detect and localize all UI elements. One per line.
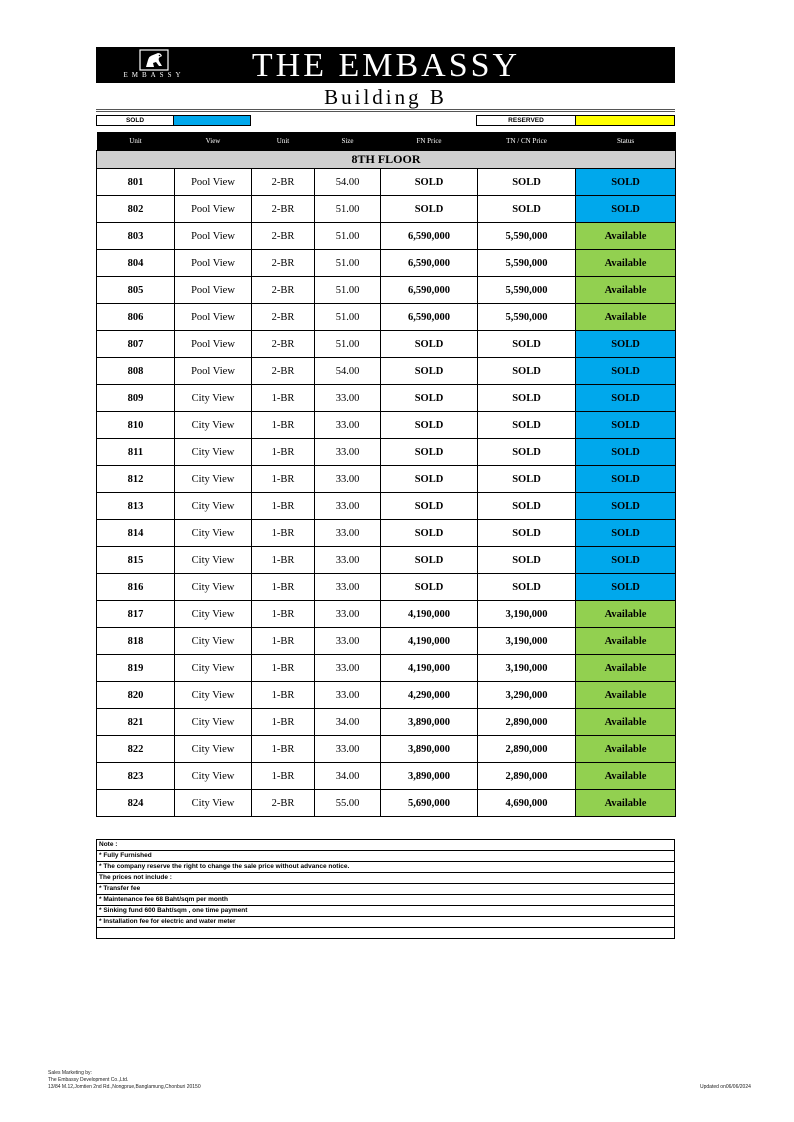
table-row [97,493,676,520]
note-row [97,851,675,862]
size-cell: 33.00 [315,574,381,601]
table-row [97,412,676,439]
unit-type-cell: 1-BR [252,520,315,547]
main-title: THE EMBASSY [251,47,521,84]
tn-cn-price-cell: SOLD [478,547,576,574]
building-subtitle: Building B [324,85,447,109]
view-cell: City View [175,385,252,412]
size-cell: 33.00 [315,655,381,682]
table-row [97,601,676,628]
unit-type-cell: 2-BR [252,223,315,250]
fn-price-cell: 4,190,000 [381,628,478,655]
note-text [97,928,675,939]
view-cell: City View [175,736,252,763]
view-cell: Pool View [175,169,252,196]
view-cell: Pool View [175,250,252,277]
note-row [97,884,675,895]
table-row [97,358,676,385]
view-cell: City View [175,439,252,466]
floor-label: 8TH FLOOR [97,151,676,169]
notes-table [96,839,675,939]
floor-header-row [97,151,676,169]
status-cell: Available [576,628,676,655]
unit-cell: 822 [97,736,175,763]
note-text: * Installation fee for electric and water meter [97,917,675,928]
status-cell: SOLD [576,169,676,196]
size-cell: 54.00 [315,169,381,196]
note-text: * Fully Furnished [97,851,675,862]
unit-type-cell: 2-BR [252,790,315,817]
table-header-row [97,132,676,151]
size-cell: 51.00 [315,277,381,304]
table-row [97,385,676,412]
horse-emblem-icon [118,49,190,71]
price-table [96,132,676,817]
col-header-fn-price: FN Price [381,132,478,151]
tn-cn-price-cell: SOLD [478,493,576,520]
note-row [97,873,675,884]
footer-line: The Embassy Development Co.,Ltd. [48,1077,129,1083]
status-cell: Available [576,655,676,682]
unit-cell: 809 [97,385,175,412]
table-row [97,682,676,709]
unit-cell: 823 [97,763,175,790]
status-cell: Available [576,709,676,736]
divider [96,109,675,110]
fn-price-cell: 3,890,000 [381,763,478,790]
size-cell: 51.00 [315,196,381,223]
note-row [97,895,675,906]
tn-cn-price-cell: SOLD [478,385,576,412]
note-text: Note : [97,840,675,851]
table-row [97,655,676,682]
unit-cell: 803 [97,223,175,250]
tn-cn-price-cell: SOLD [478,574,576,601]
col-header-size: Size [315,132,381,151]
tn-cn-price-cell: SOLD [478,358,576,385]
note-text: * Transfer fee [97,884,675,895]
tn-cn-price-cell: 4,690,000 [478,790,576,817]
size-cell: 55.00 [315,790,381,817]
note-row [97,917,675,928]
status-cell: Available [576,277,676,304]
fn-price-cell: SOLD [381,520,478,547]
unit-type-cell: 1-BR [252,466,315,493]
tn-cn-price-cell: SOLD [478,169,576,196]
status-cell: Available [576,763,676,790]
table-row [97,520,676,547]
unit-cell: 804 [97,250,175,277]
table-row [97,547,676,574]
table-row [97,439,676,466]
view-cell: Pool View [175,277,252,304]
header-bar [96,47,675,83]
footer-line: 13/84 M.12,Jomtien 2nd Rd.,Nongprue,Banglamung,Chonburi 20150 [48,1084,201,1090]
view-cell: City View [175,520,252,547]
fn-price-cell: SOLD [381,169,478,196]
unit-type-cell: 2-BR [252,196,315,223]
unit-cell: 805 [97,277,175,304]
unit-cell: 806 [97,304,175,331]
status-cell: SOLD [576,520,676,547]
tn-cn-price-cell: 2,890,000 [478,763,576,790]
fn-price-cell: SOLD [381,466,478,493]
unit-cell: 812 [97,466,175,493]
unit-type-cell: 1-BR [252,763,315,790]
status-cell: SOLD [576,358,676,385]
status-cell: SOLD [576,439,676,466]
unit-cell: 811 [97,439,175,466]
table-row [97,763,676,790]
size-cell: 33.00 [315,601,381,628]
status-cell: Available [576,736,676,763]
note-text: * Maintenance fee 68 Baht/sqm per month [97,895,675,906]
fn-price-cell: 4,190,000 [381,655,478,682]
size-cell: 54.00 [315,358,381,385]
tn-cn-price-cell: 3,290,000 [478,682,576,709]
footer-line: Sales Marketing by: [48,1070,92,1076]
legend-reserved-label: RESERVED [476,115,576,126]
fn-price-cell: SOLD [381,196,478,223]
fn-price-cell: SOLD [381,412,478,439]
note-row [97,862,675,873]
size-cell: 33.00 [315,682,381,709]
status-cell: Available [576,790,676,817]
tn-cn-price-cell: 5,590,000 [478,304,576,331]
table-row [97,196,676,223]
tn-cn-price-cell: SOLD [478,466,576,493]
status-cell: SOLD [576,547,676,574]
table-row [97,790,676,817]
view-cell: City View [175,709,252,736]
tn-cn-price-cell: 2,890,000 [478,709,576,736]
size-cell: 51.00 [315,223,381,250]
unit-type-cell: 1-BR [252,628,315,655]
fn-price-cell: 3,890,000 [381,736,478,763]
unit-type-cell: 1-BR [252,655,315,682]
table-row [97,628,676,655]
unit-type-cell: 1-BR [252,601,315,628]
view-cell: City View [175,547,252,574]
logo-text: EMBASSY [123,71,185,79]
view-cell: City View [175,601,252,628]
embassy-logo [118,49,190,81]
status-cell: SOLD [576,385,676,412]
view-cell: City View [175,655,252,682]
unit-cell: 802 [97,196,175,223]
size-cell: 34.00 [315,763,381,790]
unit-cell: 814 [97,520,175,547]
fn-price-cell: SOLD [381,385,478,412]
fn-price-cell: SOLD [381,574,478,601]
view-cell: City View [175,682,252,709]
table-row [97,304,676,331]
view-cell: City View [175,790,252,817]
unit-cell: 801 [97,169,175,196]
view-cell: Pool View [175,331,252,358]
view-cell: City View [175,763,252,790]
fn-price-cell: 4,190,000 [381,601,478,628]
col-header-view: View [175,132,252,151]
tn-cn-price-cell: SOLD [478,520,576,547]
view-cell: Pool View [175,223,252,250]
tn-cn-price-cell: SOLD [478,439,576,466]
status-cell: Available [576,682,676,709]
tn-cn-price-cell: 2,890,000 [478,736,576,763]
note-text: * The company reserve the right to change the sale price without advance notice. [97,862,675,873]
size-cell: 33.00 [315,493,381,520]
size-cell: 33.00 [315,385,381,412]
view-cell: Pool View [175,304,252,331]
tn-cn-price-cell: SOLD [478,331,576,358]
unit-type-cell: 1-BR [252,439,315,466]
note-row [97,906,675,917]
unit-type-cell: 2-BR [252,304,315,331]
footer-company-info [48,1070,201,1091]
legend-sold-label: SOLD [96,115,174,126]
unit-cell: 808 [97,358,175,385]
size-cell: 33.00 [315,466,381,493]
unit-type-cell: 1-BR [252,709,315,736]
view-cell: City View [175,412,252,439]
unit-type-cell: 1-BR [252,385,315,412]
col-header-status: Status [576,132,676,151]
unit-type-cell: 1-BR [252,736,315,763]
updated-date: Updated on06/06/2024 [700,1084,751,1090]
fn-price-cell: 4,290,000 [381,682,478,709]
fn-price-cell: SOLD [381,493,478,520]
table-row [97,331,676,358]
tn-cn-price-cell: SOLD [478,196,576,223]
table-row [97,223,676,250]
note-text: The prices not include : [97,873,675,884]
note-text: * Sinking fund 600 Baht/sqm , one time payment [97,906,675,917]
tn-cn-price-cell: 3,190,000 [478,628,576,655]
table-row [97,709,676,736]
col-header-unit-type: Unit [252,132,315,151]
unit-type-cell: 2-BR [252,250,315,277]
size-cell: 51.00 [315,331,381,358]
unit-cell: 810 [97,412,175,439]
fn-price-cell: 6,590,000 [381,223,478,250]
size-cell: 33.00 [315,547,381,574]
fn-price-cell: 3,890,000 [381,709,478,736]
view-cell: City View [175,493,252,520]
divider [96,111,675,112]
table-row [97,466,676,493]
tn-cn-price-cell: 5,590,000 [478,223,576,250]
unit-cell: 819 [97,655,175,682]
view-cell: City View [175,628,252,655]
fn-price-cell: 6,590,000 [381,277,478,304]
tn-cn-price-cell: SOLD [478,412,576,439]
status-cell: SOLD [576,574,676,601]
status-cell: SOLD [576,331,676,358]
status-cell: SOLD [576,412,676,439]
status-cell: SOLD [576,466,676,493]
table-row [97,574,676,601]
status-cell: SOLD [576,196,676,223]
status-cell: SOLD [576,493,676,520]
status-cell: Available [576,304,676,331]
table-row [97,250,676,277]
unit-cell: 818 [97,628,175,655]
unit-cell: 820 [97,682,175,709]
size-cell: 51.00 [315,250,381,277]
unit-cell: 807 [97,331,175,358]
unit-type-cell: 1-BR [252,547,315,574]
unit-type-cell: 2-BR [252,358,315,385]
status-cell: Available [576,250,676,277]
tn-cn-price-cell: 3,190,000 [478,655,576,682]
unit-cell: 813 [97,493,175,520]
note-row [97,840,675,851]
legend-sold-swatch [173,115,251,126]
unit-type-cell: 1-BR [252,412,315,439]
tn-cn-price-cell: 3,190,000 [478,601,576,628]
legend-reserved-swatch [575,115,675,126]
unit-cell: 824 [97,790,175,817]
view-cell: Pool View [175,358,252,385]
unit-type-cell: 1-BR [252,682,315,709]
unit-cell: 815 [97,547,175,574]
table-row [97,169,676,196]
fn-price-cell: 6,590,000 [381,250,478,277]
fn-price-cell: 6,590,000 [381,304,478,331]
col-header-tn-cn-price: TN / CN Price [478,132,576,151]
size-cell: 51.00 [315,304,381,331]
col-header-unit: Unit [97,132,175,151]
unit-cell: 816 [97,574,175,601]
tn-cn-price-cell: 5,590,000 [478,250,576,277]
size-cell: 33.00 [315,628,381,655]
size-cell: 33.00 [315,520,381,547]
unit-cell: 821 [97,709,175,736]
unit-cell: 817 [97,601,175,628]
unit-type-cell: 2-BR [252,277,315,304]
note-row [97,928,675,939]
table-row [97,736,676,763]
fn-price-cell: SOLD [381,358,478,385]
size-cell: 33.00 [315,736,381,763]
unit-type-cell: 1-BR [252,574,315,601]
view-cell: City View [175,466,252,493]
fn-price-cell: SOLD [381,547,478,574]
table-row [97,277,676,304]
status-cell: Available [576,601,676,628]
fn-price-cell: SOLD [381,331,478,358]
unit-type-cell: 2-BR [252,169,315,196]
unit-type-cell: 2-BR [252,331,315,358]
fn-price-cell: SOLD [381,439,478,466]
view-cell: City View [175,574,252,601]
fn-price-cell: 5,690,000 [381,790,478,817]
size-cell: 33.00 [315,412,381,439]
unit-type-cell: 1-BR [252,493,315,520]
size-cell: 33.00 [315,439,381,466]
view-cell: Pool View [175,196,252,223]
size-cell: 34.00 [315,709,381,736]
status-cell: Available [576,223,676,250]
tn-cn-price-cell: 5,590,000 [478,277,576,304]
